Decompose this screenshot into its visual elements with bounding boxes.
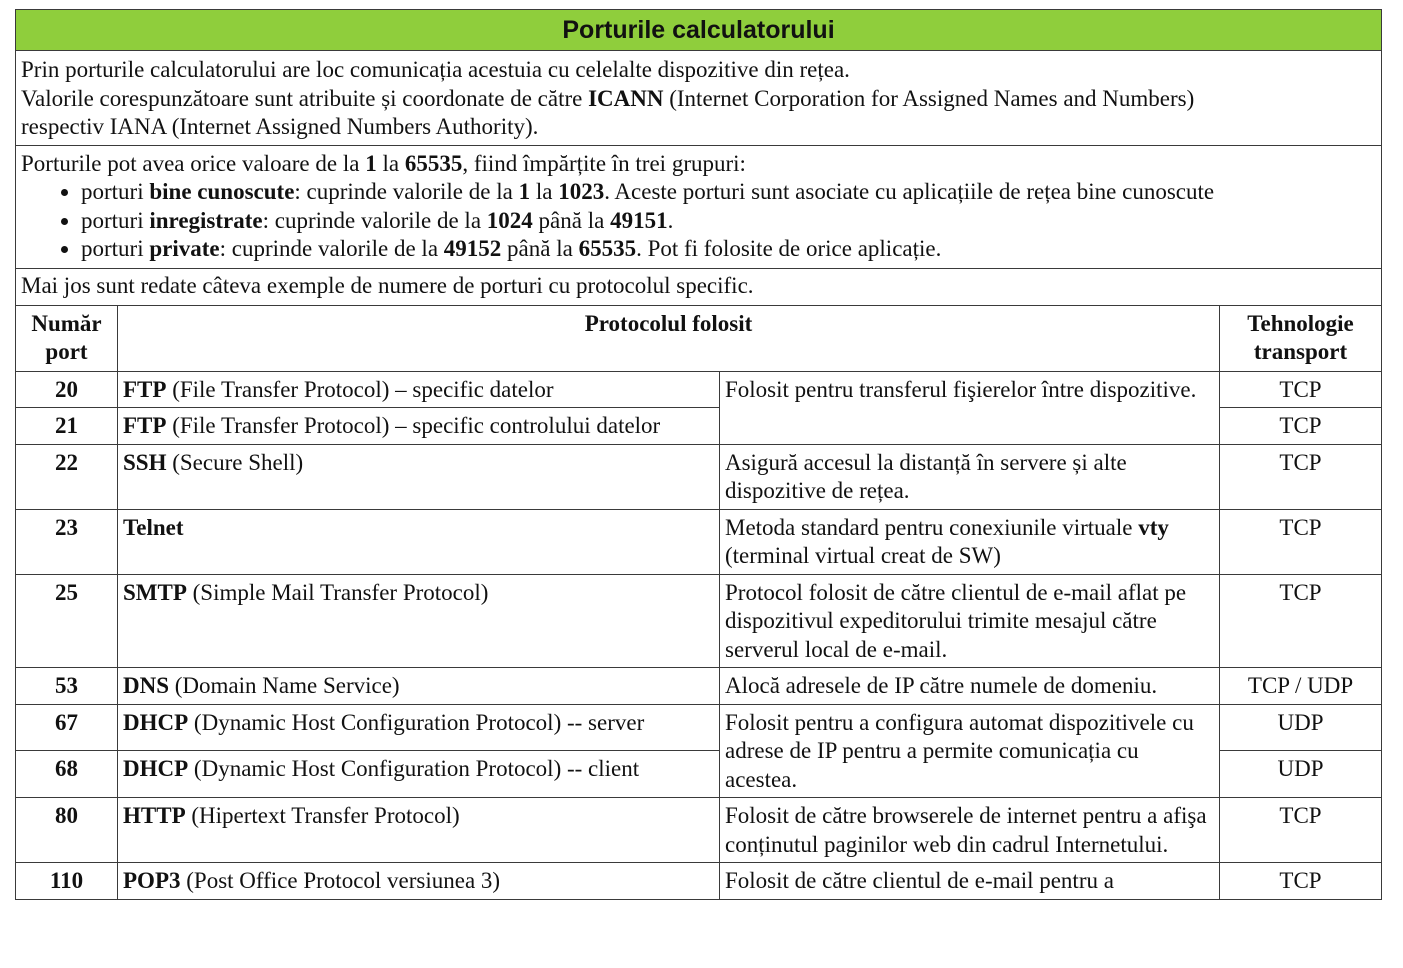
table-row xyxy=(16,509,1382,574)
protocol-description: Folosit de către browserele de internet pentru a afişa conținutul paginilor web din cadrul Internetului. xyxy=(720,798,1220,863)
icann-term: ICANN xyxy=(588,85,664,111)
port-groups-section xyxy=(16,145,1382,268)
protocol-description: Protocol folosit de către clientul de e-mail aflat pe dispozitivul expeditorului trimite mesajul către serverul local de e-mail. xyxy=(720,574,1220,668)
table-row xyxy=(16,863,1382,900)
port-number: 67 xyxy=(16,704,118,751)
examples-note: Mai jos sunt redate câteva exemple de numere de porturi cu protocolul specific. xyxy=(16,268,1382,305)
intro-line-1: Prin porturile calculatorului are loc comunicația acestuia cu celelalte dispozitive din rețea. xyxy=(21,57,850,82)
table-header-row xyxy=(16,305,1382,371)
protocol-description: Folosit pentru transferul fişierelor între dispozitive. xyxy=(720,371,1220,444)
protocol-name: HTTP (Hipertext Transfer Protocol) xyxy=(118,798,720,863)
port-number: 23 xyxy=(16,509,118,574)
protocol-name: SSH (Secure Shell) xyxy=(118,444,720,509)
table-row xyxy=(16,668,1382,705)
ports-document-table xyxy=(15,9,1382,900)
header-protocol: Protocolul folosit xyxy=(118,305,1220,371)
header-transport: Tehnologie transport xyxy=(1220,305,1382,371)
protocol-name: FTP (File Transfer Protocol) – specific datelor xyxy=(118,371,720,408)
protocol-description: Asigură accesul la distanță în servere și alte dispozitive de rețea. xyxy=(720,444,1220,509)
table-row xyxy=(16,574,1382,668)
port-group-well-known: • porturi bine cunoscute: cuprinde valorile de la 1 la 1023. Aceste porturi sunt asociate cu aplicațiile de rețea bine cunoscute xyxy=(81,178,1376,207)
intro-line-3: respectiv IANA (Internet Assigned Numbers Authority). xyxy=(21,114,539,139)
port-number: 110 xyxy=(16,863,118,900)
intro-line-2: Valorile corespunzătoare sunt atribuite și coordonate de către ICANN (Internet Corporation for Assigned Names and Numbers) xyxy=(21,85,1195,111)
protocol-description: Alocă adresele de IP către numele de domeniu. xyxy=(720,668,1220,705)
port-number: 80 xyxy=(16,798,118,863)
protocol-description: Metoda standard pentru conexiunile virtuale vty (terminal virtual creat de SW) xyxy=(720,509,1220,574)
port-number: 68 xyxy=(16,751,118,798)
port-number: 25 xyxy=(16,574,118,668)
port-groups-lead: Porturile pot avea orice valoare de la 1 la 65535, fiind împărțite în trei grupuri: xyxy=(21,150,746,176)
transport-type: TCP xyxy=(1220,574,1382,668)
transport-type: TCP xyxy=(1220,509,1382,574)
transport-type: UDP xyxy=(1220,751,1382,798)
protocol-name: DNS (Domain Name Service) xyxy=(118,668,720,705)
port-group-registered: • porturi inregistrate: cuprinde valorile de la 1024 până la 49151. xyxy=(81,207,1376,236)
port-number: 21 xyxy=(16,408,118,445)
protocol-name: FTP (File Transfer Protocol) – specific controlului datelor xyxy=(118,408,720,445)
port-groups-list xyxy=(21,178,1376,264)
table-row xyxy=(16,704,1382,751)
transport-type: TCP xyxy=(1220,444,1382,509)
port-number: 53 xyxy=(16,668,118,705)
port-number: 22 xyxy=(16,444,118,509)
protocol-description: Folosit pentru a configura automat dispozitivele cu adrese de IP pentru a permite comunicația cu acestea. xyxy=(720,704,1220,798)
port-group-private: • porturi private: cuprinde valorile de la 49152 până la 65535. Pot fi folosite de orice aplicație. xyxy=(81,235,1376,264)
protocol-description: Folosit de către clientul de e-mail pentru a xyxy=(720,863,1220,900)
protocol-name: DHCP (Dynamic Host Configuration Protocol) -- client xyxy=(118,751,720,798)
transport-type: TCP xyxy=(1220,408,1382,445)
protocol-name: SMTP (Simple Mail Transfer Protocol) xyxy=(118,574,720,668)
transport-type: TCP xyxy=(1220,798,1382,863)
transport-type: TCP xyxy=(1220,863,1382,900)
intro-section xyxy=(16,51,1382,146)
header-port-number: Număr port xyxy=(16,305,118,371)
protocol-name: POP3 (Post Office Protocol versiunea 3) xyxy=(118,863,720,900)
table-row xyxy=(16,798,1382,863)
transport-type: TCP xyxy=(1220,371,1382,408)
transport-type: TCP / UDP xyxy=(1220,668,1382,705)
protocol-name: DHCP (Dynamic Host Configuration Protocol) -- server xyxy=(118,704,720,751)
protocol-name: Telnet xyxy=(118,509,720,574)
page-title: Porturile calculatorului xyxy=(16,10,1382,51)
table-row xyxy=(16,444,1382,509)
port-number: 20 xyxy=(16,371,118,408)
table-row xyxy=(16,371,1382,408)
transport-type: UDP xyxy=(1220,704,1382,751)
